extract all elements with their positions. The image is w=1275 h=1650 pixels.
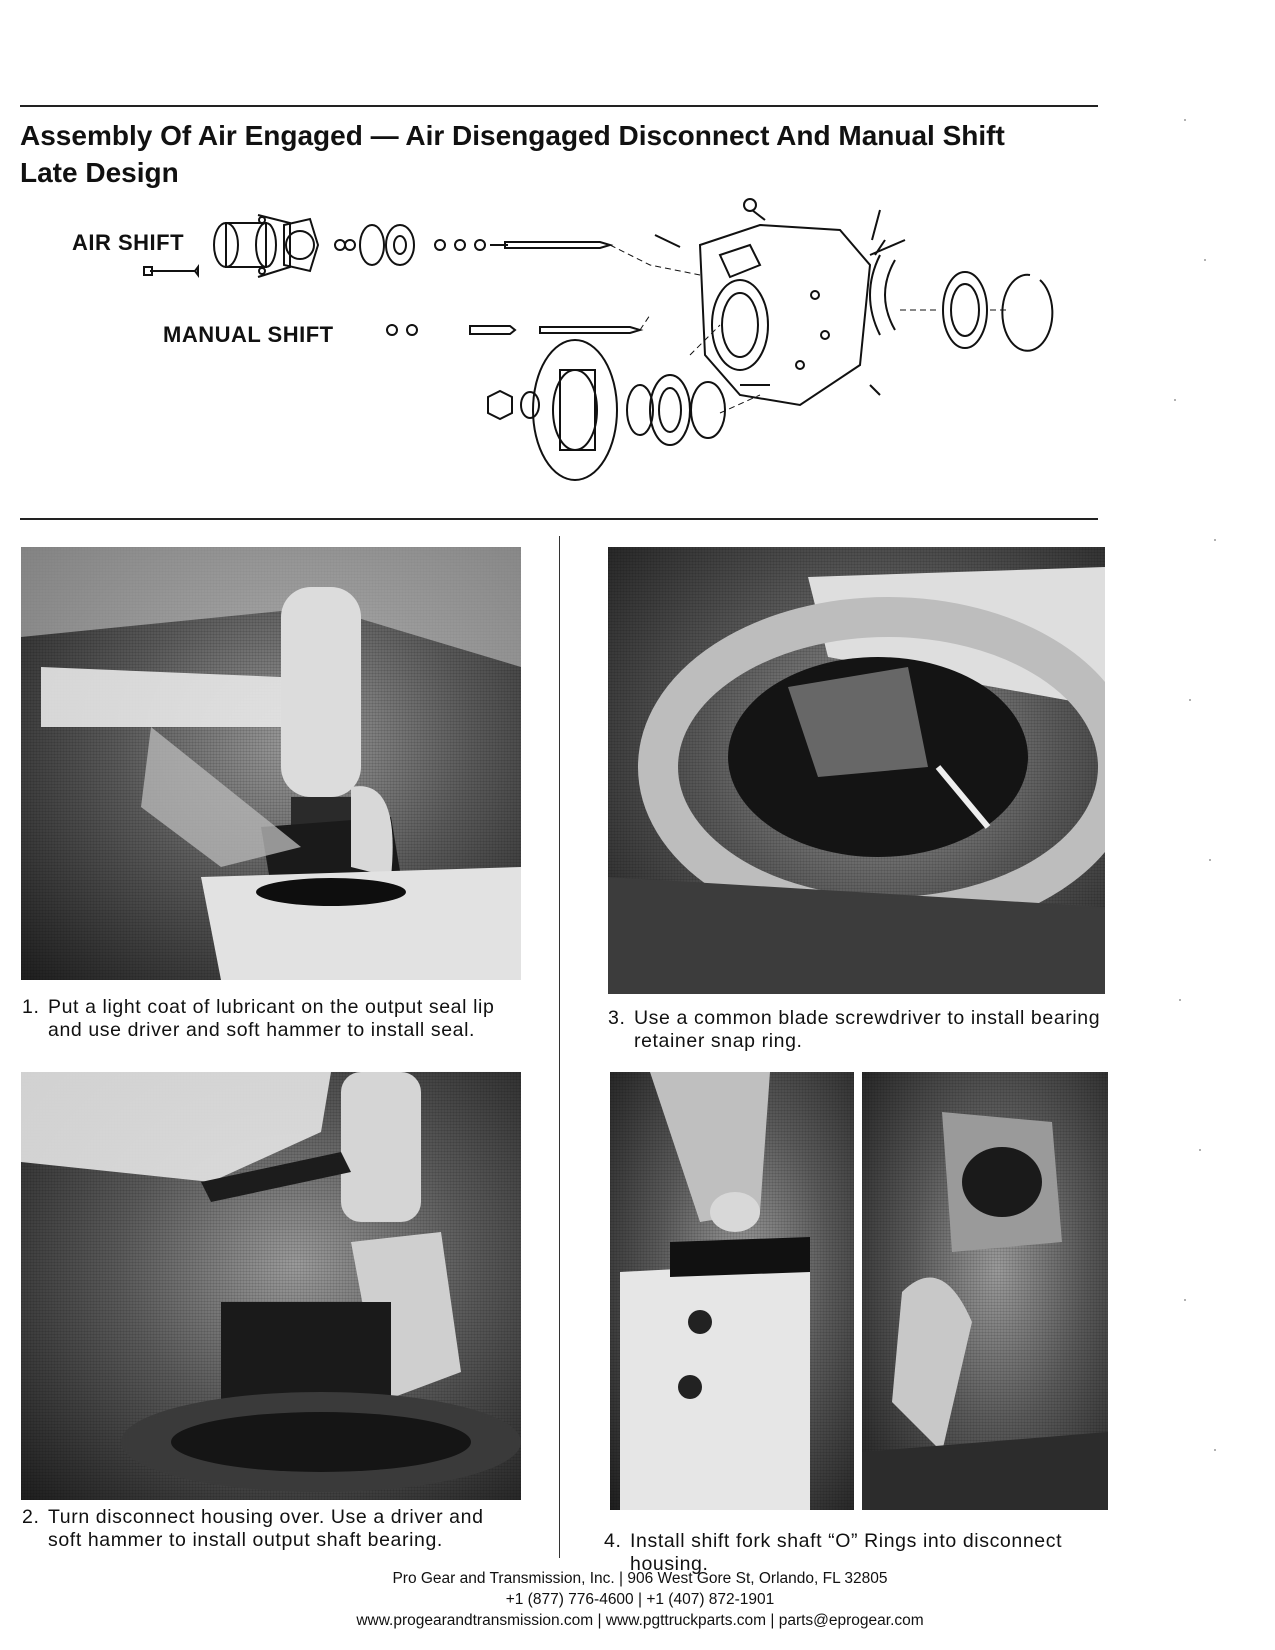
page-title-line-2: Late Design (20, 157, 179, 188)
step-number: 3. (608, 1007, 626, 1029)
step-text: Use a common blade screwdriver to install bearing retainer snap ring. (634, 1007, 1101, 1052)
step-number: 4. (604, 1530, 622, 1552)
air-shift-bolt (144, 267, 198, 275)
bearing-part (943, 272, 987, 348)
caption-step-2 (22, 1506, 522, 1552)
footer-address: Pro Gear and Transmission, Inc. | 906 West Gore St, Orlando, FL 32805 (392, 1570, 888, 1587)
seal-parts (627, 375, 725, 445)
air-cylinder-part (214, 215, 290, 277)
photo-step-4-right (862, 1072, 1108, 1510)
nut-and-washer-parts (488, 391, 539, 419)
air-piston-parts (335, 225, 485, 265)
output-flange-part (533, 340, 617, 480)
caption-step-1 (22, 996, 522, 1042)
footer-phone: +1 (877) 776-4600 | +1 (407) 872-1901 (505, 1591, 775, 1608)
top-rule (20, 105, 1098, 107)
snap-ring-part (1002, 275, 1052, 351)
company-footer (260, 1568, 1020, 1631)
column-divider (559, 536, 560, 1558)
air-shift-rod (490, 242, 610, 248)
disconnect-housing-part (700, 225, 870, 405)
step-text: Turn disconnect housing over. Use a driver and soft hammer to install output shaft bearing. (48, 1506, 484, 1551)
step-text: Install shift fork shaft “O” Rings into disconnect housing. (630, 1530, 1063, 1575)
step-number: 1. (22, 996, 40, 1018)
fastener-parts (655, 199, 885, 395)
manual-shift-label: MANUAL SHIFT (163, 322, 334, 347)
scan-noise-decoration (1155, 0, 1235, 1650)
page-title-line-1: Assembly Of Air Engaged — Air Disengaged Disconnect And Manual Shift (20, 120, 1005, 151)
photo-step-2 (21, 1072, 521, 1500)
photo-step-1 (21, 547, 521, 980)
manual-shift-parts (387, 325, 640, 335)
footer-web-links: www.progearandtransmission.com | www.pgttruckparts.com | parts@eprogear.com (356, 1612, 924, 1629)
photo-step-3 (608, 547, 1105, 994)
photo-step-4-left (610, 1072, 854, 1510)
caption-step-3 (608, 1007, 1108, 1053)
step-text: Put a light coat of lubricant on the output seal lip and use driver and soft hammer to install seal. (48, 996, 495, 1041)
page-title (20, 117, 1100, 191)
air-shift-label: AIR SHIFT (72, 230, 185, 255)
step-number: 2. (22, 1506, 40, 1528)
section-rule (20, 518, 1098, 520)
